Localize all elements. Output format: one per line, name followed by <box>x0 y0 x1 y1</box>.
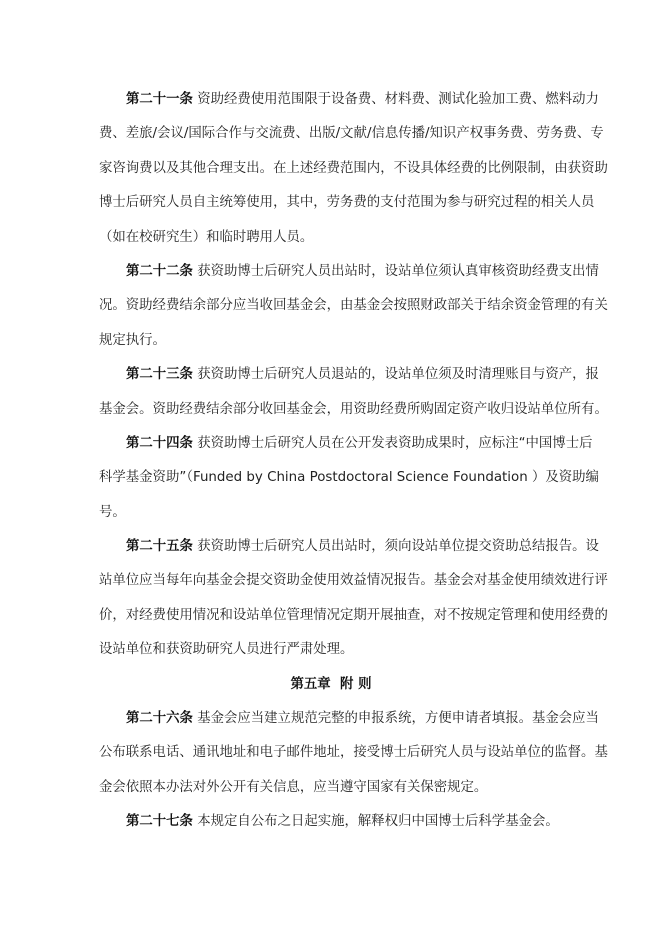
text-line <box>99 771 563 805</box>
text-line <box>99 427 593 461</box>
text-line <box>99 324 563 358</box>
text-line <box>99 255 599 289</box>
document-body <box>99 83 608 840</box>
text-line <box>99 117 604 151</box>
article-text: 基金会。资助经费结余部分收回基金会，用资助经费所购固定资产收归设站单位所有。 <box>99 401 608 417</box>
article-heading: 第二十四条 <box>126 435 193 451</box>
article-text: 获资助博士后研究人员退站的，设站单位须及时清理账目与资产，报 <box>197 367 599 383</box>
text-line <box>99 461 599 495</box>
text-line <box>99 633 563 667</box>
article-text: 号。 <box>99 504 126 520</box>
article-text: 价，对经费使用情况和设站单位管理情况定期开展抽查，对不按规定管理和使用经费的 <box>99 607 608 623</box>
article-text: 科学基金资助”（Funded by China Postdoctoral Science Foundation ）及资助编 <box>99 470 599 486</box>
article-text: （如在校研究生）和临时聘用人员。 <box>99 229 314 245</box>
article-paragraph <box>99 255 608 358</box>
text-line <box>99 221 563 255</box>
article-paragraph <box>99 702 608 805</box>
article-paragraph <box>99 805 563 839</box>
text-line <box>99 496 563 530</box>
article-text: 获资助博士后研究人员出站时，设站单位须认真审核资助经费支出情 <box>197 263 599 279</box>
article-text: 站单位应当每年向基金会提交资助金使用效益情况报告。基金会对基金使用绩效进行评 <box>99 573 608 589</box>
article-text: 金会依照本办法对外公开有关信息，应当遵守国家有关保密规定。 <box>99 779 488 795</box>
article-heading: 第二十三条 <box>126 367 193 383</box>
article-text: 获资助博士后研究人员在公开发表资助成果时，应标注“中国博士后 <box>197 435 593 451</box>
article-text: 基金会应当建立规范完整的申报系统，方便申请者填报。基金会应当 <box>197 711 599 727</box>
text-line <box>99 358 599 392</box>
text-line <box>99 530 599 564</box>
article-paragraph <box>99 358 608 427</box>
article-paragraph <box>99 530 608 668</box>
article-paragraph <box>99 83 608 255</box>
article-paragraph <box>99 427 599 530</box>
article-text: 公布联系电话、通讯地址和电子邮件地址，接受博士后研究人员与设站单位的监督。基 <box>99 745 608 761</box>
article-text: 费、差旅/会议/国际合作与交流费、出版/文献/信息传播/知识产权事务费、劳务费、专 <box>99 126 604 142</box>
chapter-title: 第五章 附 则 <box>290 676 372 692</box>
article-text: 况。资助经费结余部分应当收回基金会，由基金会按照财政部关于结余资金管理的有关 <box>99 298 608 314</box>
text-line <box>99 83 599 117</box>
article-heading: 第二十二条 <box>126 263 193 279</box>
article-text: 本规定自公布之日起实施，解释权归中国博士后科学基金会。 <box>197 814 559 830</box>
article-text: 博士后研究人员自主统筹使用，其中，劳务费的支付范围为参与研究过程的相关人员 <box>99 195 595 211</box>
text-line <box>99 702 599 736</box>
article-text: 家咨询费以及其他合理支出。在上述经费范围内，不设具体经费的比例限制，由获资助 <box>99 160 608 176</box>
article-heading: 第二十六条 <box>126 711 193 727</box>
article-heading: 第二十七条 <box>126 814 193 830</box>
text-line <box>99 599 608 633</box>
article-text: 设站单位和获资助研究人员进行严肃处理。 <box>99 642 354 658</box>
text-line <box>99 805 563 839</box>
text-line <box>99 393 608 427</box>
text-line <box>99 289 608 323</box>
article-heading: 第二十五条 <box>126 539 193 555</box>
text-line <box>99 186 595 220</box>
text-line <box>99 736 608 770</box>
text-line <box>99 152 608 186</box>
article-text: 资助经费使用范围限于设备费、材料费、测试化验加工费、燃料动力 <box>197 92 599 107</box>
text-line <box>99 564 608 598</box>
article-heading: 第二十一条 <box>126 92 193 107</box>
article-text: 获资助博士后研究人员出站时，须向设站单位提交资助总结报告。设 <box>197 539 599 555</box>
article-text: 规定执行。 <box>99 332 166 348</box>
